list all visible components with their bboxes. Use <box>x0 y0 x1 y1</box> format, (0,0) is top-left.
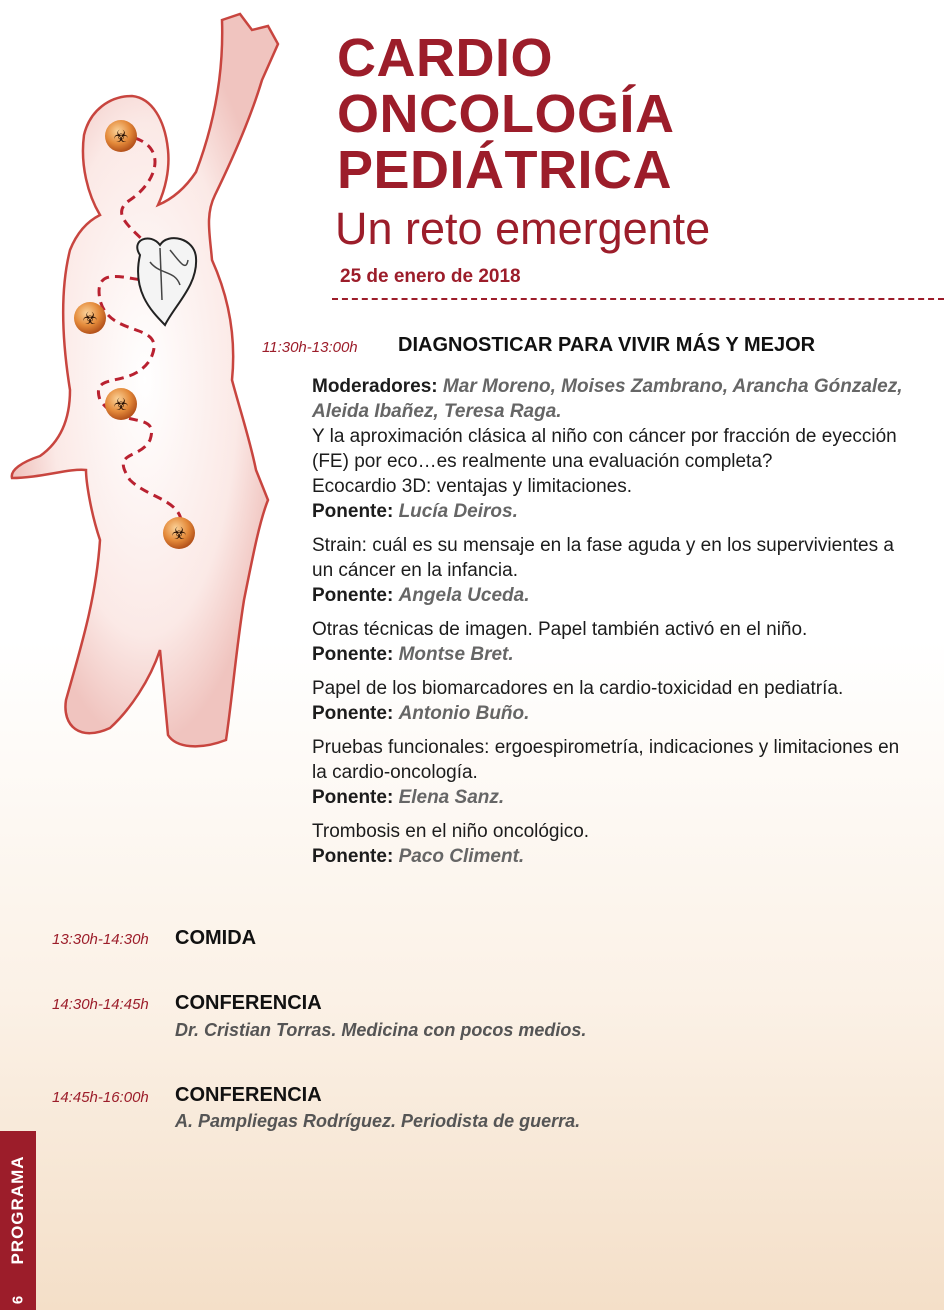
speaker-label: Ponente: <box>312 703 394 724</box>
speaker-name: Montse Bret. <box>398 644 514 665</box>
talk-text: Pruebas funcionales: ergoespirometría, indicaciones y limitaciones en la cardio-oncología. <box>312 737 900 783</box>
talk-item <box>312 533 912 608</box>
speaker-label: Ponente: <box>312 585 394 606</box>
speaker-name: Paco Climent. <box>398 846 525 867</box>
moderators <box>312 374 912 424</box>
svg-text:☣: ☣ <box>113 395 129 414</box>
session-title: DIAGNOSTICAR PARA VIVIR MÁS Y MEJOR <box>398 334 816 356</box>
session-title: COMIDA <box>175 927 257 949</box>
title-line: PEDIÁTRICA <box>337 140 673 200</box>
document-title <box>337 30 675 198</box>
speaker-label: Ponente: <box>312 846 394 867</box>
svg-text:☣: ☣ <box>82 309 98 328</box>
speaker-label: Ponente: <box>312 644 394 665</box>
biohazard-icon <box>74 302 106 334</box>
event-date: 25 de enero de 2018 <box>340 266 521 287</box>
session-detail: A. Pampliegas Rodríguez. Periodista de guerra. <box>175 1111 581 1131</box>
title-line: ONCOLOGÍA <box>337 84 675 144</box>
talk-item <box>312 676 912 726</box>
speaker-name: Antonio Buño. <box>398 703 530 724</box>
talk-item <box>312 617 912 667</box>
talk-text: Y la aproximación clásica al niño con cáncer por fracción de eyección (FE) por eco…es realmente una evaluación completa? <box>312 426 897 472</box>
title-line: CARDIO <box>337 28 553 88</box>
moderators-names: Mar Moreno, Moises Zambrano, Arancha Gónzalez, Aleida Ibañez, Teresa Raga. <box>312 376 903 422</box>
speaker-line <box>312 499 912 524</box>
speaker-name: Elena Sanz. <box>398 787 505 808</box>
speaker-label: Ponente: <box>312 501 394 522</box>
speaker-name: Angela Uceda. <box>398 585 530 606</box>
biohazard-icon <box>105 120 137 152</box>
speaker-label: Ponente: <box>312 787 394 808</box>
document-subtitle: Un reto emergente <box>335 203 711 254</box>
talk-text: Ecocardio 3D: ventajas y limitaciones. <box>312 476 632 497</box>
session-title: CONFERENCIA <box>175 992 322 1014</box>
biohazard-icon <box>163 517 195 549</box>
moderators-label: Moderadores: <box>312 376 438 397</box>
speaker-line <box>312 642 912 667</box>
speaker-name: Lucía Deiros. <box>398 501 518 522</box>
session-time: 13:30h-14:30h <box>52 931 149 948</box>
session-title: CONFERENCIA <box>175 1084 322 1106</box>
svg-text:☣: ☣ <box>171 524 187 543</box>
talk-item <box>312 424 912 524</box>
biohazard-icon <box>105 388 137 420</box>
talk-item <box>312 819 912 869</box>
talk-text: Strain: cuál es su mensaje en la fase aguda y en los supervivientes a un cáncer en la infancia. <box>312 535 894 581</box>
session-time: 14:30h-14:45h <box>52 996 149 1013</box>
page-number: 6 <box>9 1295 27 1305</box>
speaker-line <box>312 583 912 608</box>
talk-text: Trombosis en el niño oncológico. <box>312 821 590 842</box>
svg-text:☣: ☣ <box>113 127 129 146</box>
dashed-divider <box>332 298 944 300</box>
speaker-line <box>312 844 912 869</box>
session-time: 14:45h-16:00h <box>52 1089 149 1106</box>
speaker-line <box>312 701 912 726</box>
talk-text: Papel de los biomarcadores en la cardio-toxicidad en pediatría. <box>312 678 844 699</box>
talk-text: Otras técnicas de imagen. Papel también activó en el niño. <box>312 619 808 640</box>
speaker-line <box>312 785 912 810</box>
talk-item <box>312 735 912 810</box>
session-time: 11:30h-13:00h <box>262 339 358 356</box>
child-silhouette-illustration <box>0 0 320 760</box>
body-outline <box>12 14 278 746</box>
section-label: PROGRAMA <box>8 1155 27 1265</box>
session-detail: Dr. Cristian Torras. Medicina con pocos medios. <box>175 1020 587 1040</box>
session-content <box>312 374 912 878</box>
